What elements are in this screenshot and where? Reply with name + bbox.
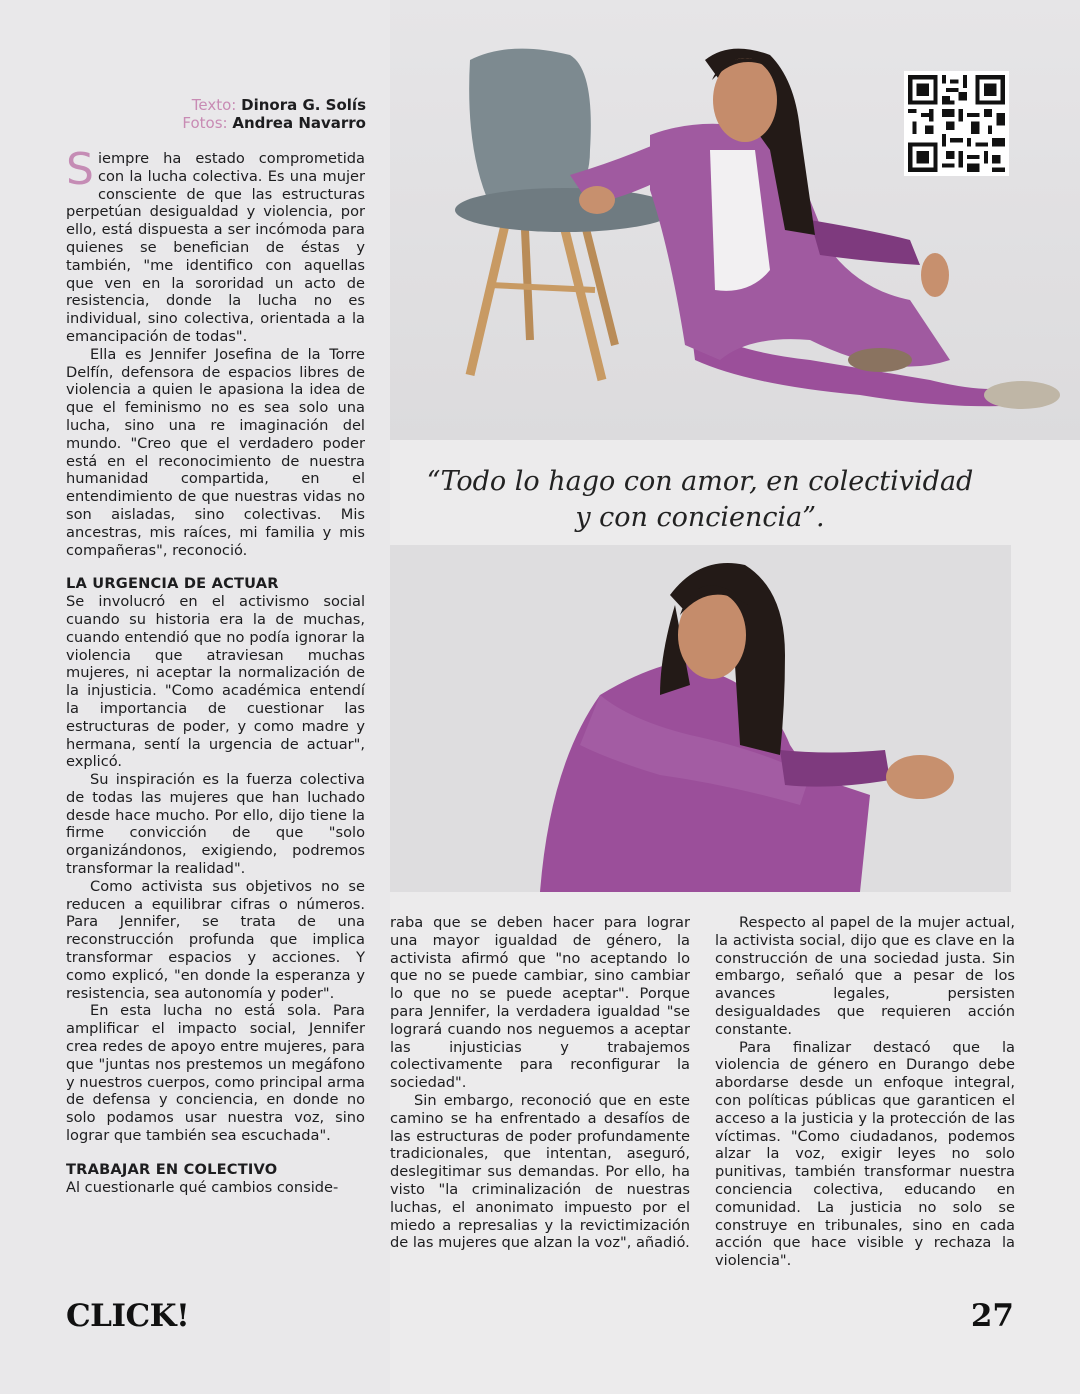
- page-number: 27: [970, 1298, 1014, 1334]
- paragraph-intro-text: iempre ha estado comprometida con la lucha colectiva. Es una mujer consciente de que las estructuras perpetúan desigualdad y violencia, por ello, está dispuesta a ser incómoda para quienes se benefician de éstas y también, "me identifico con aquellas que ven en la sororidad un acto de resistencia, donde la lucha no es individual, sino colectiva, orientada a la emancipación de todas".: [66, 150, 365, 345]
- pull-quote-line-1: “Todo lo hago con amor, en colectividad: [426, 466, 974, 497]
- paragraph: Al cuestionarle qué cambios conside-: [66, 1178, 339, 1196]
- paragraph: Sin embargo, reconoció que en este camino se ha enfrentado a desafíos de las estructuras de poder profundamente tradicionales, que intentan, aseguró, deslegitimar sus demandas. Por ello, ha visto "la criminalización de nuestras luchas, el anonimato impuesto por el miedo a represalias y la revictimización de las mujeres que alzan la voz", añadió.: [390, 1091, 690, 1252]
- photo-credit-author: Andrea Navarro: [232, 114, 366, 132]
- credits: [140, 96, 366, 132]
- paragraph: Como activista sus objetivos no se reducen a equilibrar cifras o números. Para Jennifer, se trata de una reconstrucción profunda que implica transformar espacios y acciones. Y como explicó, "en donde la esperanza y resistencia, sea autonomía y poder".: [66, 877, 365, 1002]
- paragraph: Se involucró en el activismo social cuando su historia era la de muchas, cuando entendió que no podía ignorar la violencia que atraviesan muchas mujeres, ni aceptar la normalización de la injusticia. "Como académica entendí la importancia de cuestionar las estructuras de poder, y como madre y hermana, sentí la urgencia de actuar", explicó.: [66, 593, 365, 771]
- photo-seated-with-chair: [390, 0, 1080, 440]
- article-column-2: [390, 914, 690, 1252]
- pull-quote-line-2: y con conciencia”.: [575, 502, 825, 533]
- paragraph: Ella es Jennifer Josefina de la Torre Delfín, defensora de espacios libres de violencia a quien le apasiona la idea de que el feminismo no es sea solo una lucha, sino una re imaginación del mundo. "Creo que el verdadero poder está en el reconocimiento de nuestra humanidad compartida, en el entendimiento de que nuestras vidas no son aisladas, sino colectivas. Mis ancestras, mis raíces, mi familia y mis compañeras", reconoció.: [66, 345, 365, 559]
- paragraph-continued: raba que se deben hacer para lograr una mayor igualdad de género, la activista afirmó que "no aceptando lo que no se puede cambiar, sino cambiar lo que no se puede aceptar". Porque para Jennifer, la verdadera igualdad "se logrará cuando nos neguemos a aceptar las injusticias y trabajemos colectivamente para reconfigurar la sociedad".: [390, 914, 690, 1092]
- article-column-1: [66, 144, 365, 1196]
- paragraph: Respecto al papel de la mujer actual, la activista social, dijo que es clave en la construcción de una sociedad justa. Sin embargo, señaló que a pesar de los avances legales, persisten desigualdades que requieren acción constante.: [715, 914, 1015, 1038]
- text-credit-author: Dinora G. Solís: [241, 96, 366, 114]
- magazine-logo: CLICK!: [66, 1298, 190, 1334]
- photo-credit-label: Fotos:: [182, 114, 228, 132]
- qr-code-icon[interactable]: [904, 71, 1009, 176]
- pull-quote: [420, 464, 980, 536]
- paragraph: Su inspiración es la fuerza colectiva de todas las mujeres que han luchado desde hace mucho. Por ello, dijo tiene la firme convicción de que "solo organizándonos, exigiendo, podremos transformar la realidad".: [66, 771, 365, 878]
- photo-leaning-on-chair: [390, 545, 1011, 892]
- drop-cap: S: [66, 144, 94, 195]
- paragraph-intro: [66, 144, 365, 346]
- text-credit-label: Texto:: [191, 96, 237, 114]
- section-heading: LA URGENCIA DE ACTUAR: [66, 575, 279, 593]
- section-heading: TRABAJAR EN COLECTIVO: [66, 1160, 278, 1178]
- article-column-3: [715, 914, 1015, 1270]
- paragraph: En esta lucha no está sola. Para amplificar el impacto social, Jennifer crea redes de apoyo entre mujeres, para que "juntas nos prestemos un megáfono y nuestros cuerpos, como principal arma de defensa y conciencia, en donde no solo podamos usar nuestra voz, sino lograr que también sea escuchada".: [66, 1002, 365, 1145]
- paragraph: Para finalizar destacó que la violencia de género en Durango debe abordarse desde un enfoque integral, con políticas públicas que garanticen el acceso a la justicia y la protección de las víctimas. "Como ciudadanos, podemos alzar la voz, exigir leyes no solo punitivas, también transformar nuestra conciencia colectiva, educando en comunidad. La justicia no solo se construye en tribunales, sino en cada acción que hace visible y rechaza la violencia".: [715, 1038, 1015, 1270]
